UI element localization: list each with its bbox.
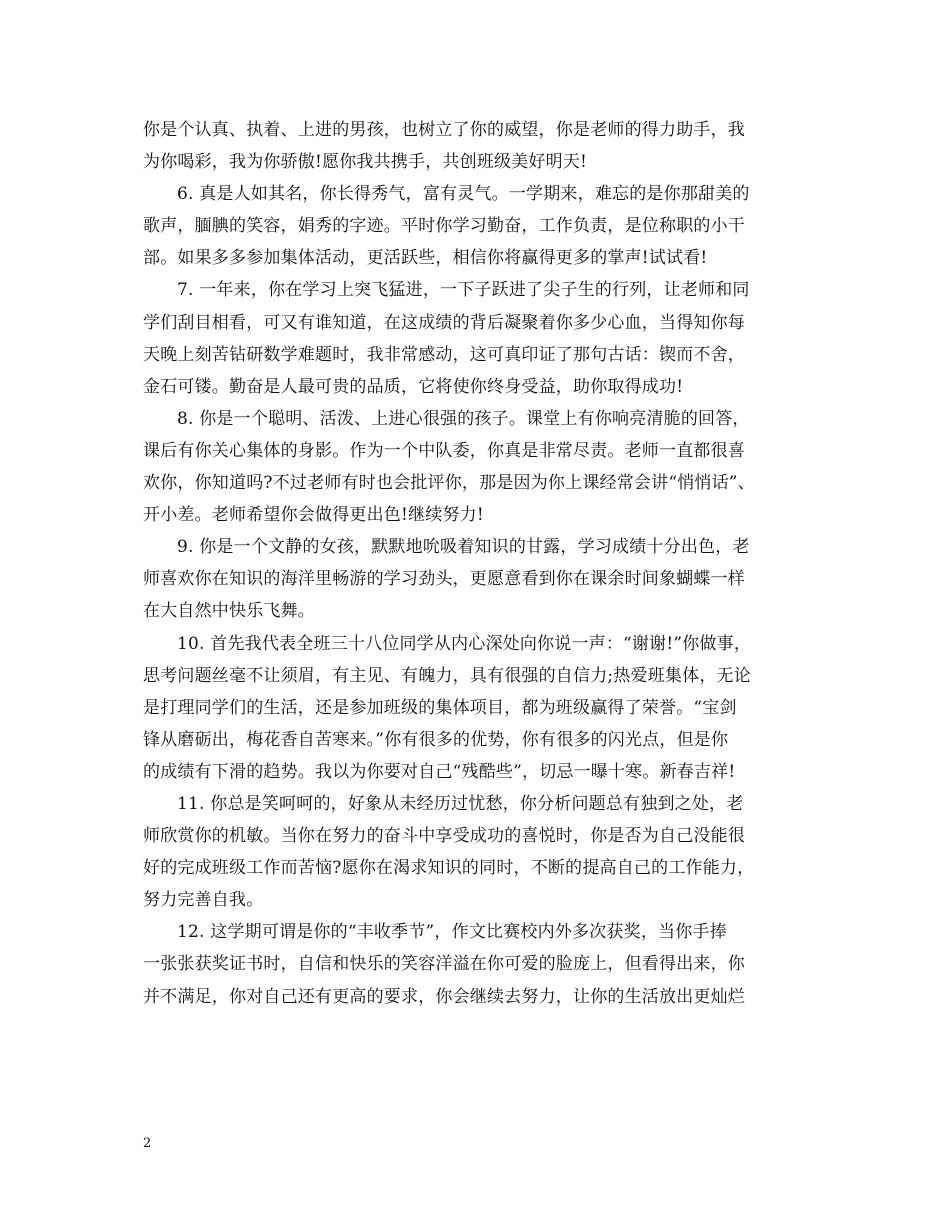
text-line: 金石可镂。勤奋是人最可贵的品质，它将使你终身受益，助你取得成功! xyxy=(143,376,684,397)
text-line: 是打理同学们的生活，还是参加班级的集体项目，都为班级赢得了荣誉。“宝剑 xyxy=(143,697,737,718)
text-line: 天晚上刻苦钻研数学难题时，我非常感动，这可真印证了那句古话：锲而不舍， xyxy=(143,344,745,365)
text-line: 的成绩有下滑的趋势。我以为你要对自己“残酷些”，切忌一曝十寒。新春吉祥! xyxy=(143,761,736,782)
text-line: 锋从磨砺出，梅花香自苦寒来。”你有很多的优势，你有很多的闪光点，但是你 xyxy=(143,729,729,750)
text-line: 好的完成班级工作而苦恼?愿你在渴求知识的同时，不断的提高自己的工作能力， xyxy=(143,858,755,879)
text-line: 课后有你关心集体的身影。作为一个中队委，你真是非常尽责。老师一直都很喜 xyxy=(143,440,745,461)
text-line: 11. 你总是笑呵呵的，好象从未经历过忧愁，你分析问题总有独到之处，老 xyxy=(177,793,744,814)
text-line: 一张张获奖证书时，自信和快乐的笑容洋溢在你可爱的脸庞上，但看得出来，你 xyxy=(143,954,745,975)
text-line: 你是个认真、执着、上进的男孩，也树立了你的威望，你是老师的得力助手，我 xyxy=(143,120,745,140)
text-line: 开小差。老师希望你会做得更出色!继续努力! xyxy=(143,505,484,526)
text-line: 并不满足，你对自己还有更高的要求，你会继续去努力，让你的生活放出更灿烂 xyxy=(143,986,745,1007)
page-number: 2 xyxy=(143,1136,152,1151)
text-line: 思考问题丝毫不让须眉，有主见、有魄力，具有很强的自信力;热爱班集体，无论 xyxy=(143,665,751,686)
text-line: 学们刮目相看，可又有谁知道，在这成绩的背后凝聚着你多少心血，当得知你每 xyxy=(143,312,745,333)
text-line: 8. 你是一个聪明、活泼、上进心很强的孩子。课堂上有你响亮清脆的回答， xyxy=(177,408,750,429)
text-line: 在大自然中快乐飞舞。 xyxy=(143,601,315,622)
text-line: 10. 首先我代表全班三十八位同学从内心深处向你说一声：“谢谢!”你做事， xyxy=(177,633,752,654)
text-line: 努力完善自我。 xyxy=(143,890,264,911)
text-line: 6. 真是人如其名，你长得秀气，富有灵气。一学期来，难忘的是你那甜美的 xyxy=(177,184,750,205)
text-line: 师欣赏你的机敏。当你在努力的奋斗中享受成功的喜悦时，你是否为自己没能很 xyxy=(143,826,745,847)
text-line: 为你喝彩，我为你骄傲!愿你我共携手，共创班级美好明天! xyxy=(143,152,588,173)
text-line: 9. 你是一个文静的女孩，默默地吮吸着知识的甘露，学习成绩十分出色，老 xyxy=(177,537,750,558)
text-line: 歌声，腼腆的笑容，娟秀的字迹。平时你学习勤奋，工作负责，是位称职的小干 xyxy=(143,216,745,237)
text-line: 欢你，你知道吗?不过老师有时也会批评你，那是因为你上课经常会讲“悄悄话”、 xyxy=(143,473,755,494)
document-body xyxy=(143,114,811,1013)
text-line: 师喜欢你在知识的海洋里畅游的学习劲头，更愿意看到你在课余时间象蝴蝶一样 xyxy=(143,569,745,590)
text-line: 12. 这学期可谓是你的“丰收季节”，作文比赛校内外多次获奖，当你手捧 xyxy=(177,922,727,943)
text-line: 7. 一年来，你在学习上突飞猛进，一下子跃进了尖子生的行列，让老师和同 xyxy=(177,280,750,301)
text-line: 部。如果多多参加集体活动，更活跃些，相信你将赢得更多的掌声!试试看! xyxy=(143,248,708,269)
